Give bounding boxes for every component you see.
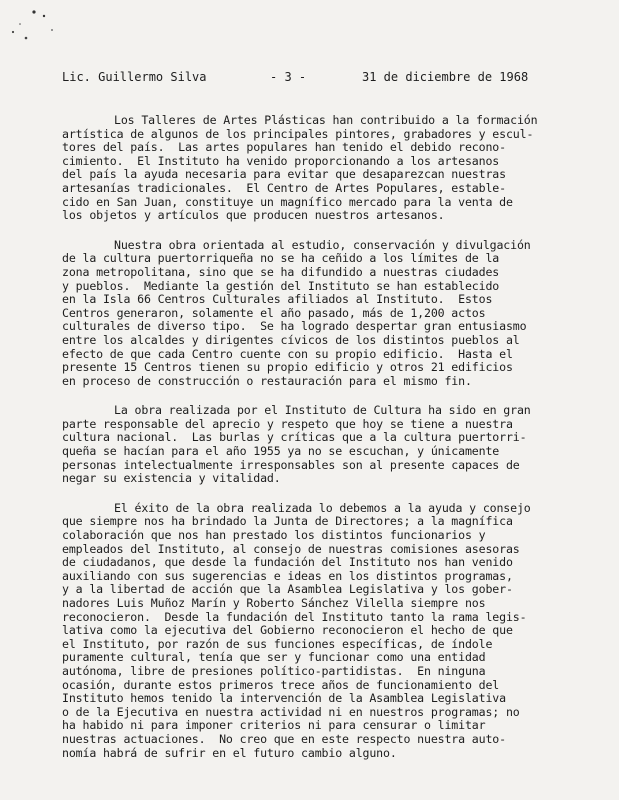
text-line: de ciudadanos, que desde la fundación del Instituto nos han venido [62, 555, 513, 570]
text-line: en proceso de construcción o restauración para el mismo fin. [62, 373, 472, 388]
text-line: y a la libertad de acción que la Asamblea Legislativa y los gober- [62, 582, 513, 597]
text-line: autónoma, libre de presiones político-partidistas. En ninguna [62, 663, 486, 678]
text-line: colaboración que nos han prestado los distintos funcionarios y [62, 528, 486, 543]
text-line: Centros generaron, solamente el año pasado, más de 1,200 actos [62, 305, 486, 320]
text-line: Instituto hemos tenido la intervención de la Asamblea Legislativa [62, 691, 506, 706]
text-line: nadores Luis Muñoz Marín y Roberto Sánchez Vilella siempre nos [62, 596, 486, 610]
text-line: cimiento. El Instituto ha venido proporcionando a los artesanos [62, 153, 500, 168]
text-line: cultura nacional. Las burlas y críticas que a la cultura puertorri- [62, 430, 527, 445]
text-line: auxiliando con sus sugerencias e ideas en los distintos programas, [62, 568, 513, 583]
text-line: nomía habrá de sufrir en el futuro cambio alguno. [62, 745, 397, 760]
text-line: en la Isla 66 Centros Culturales afiliados al Instituto. Estos [62, 292, 493, 307]
paragraph [62, 502, 554, 760]
letter-body [62, 114, 554, 776]
text-line: los objetos y artículos que producen nuestros artesanos. [62, 208, 445, 223]
text-line: el Instituto, por razón de sus funciones específicas, de índole [62, 636, 493, 651]
text-line: que siempre nos ha brindado la Junta de Directores; a la magnífica [62, 514, 513, 529]
text-line: queña se hacían para el año 1955 ya no se escuchan, y únicamente [62, 444, 500, 459]
text-line: La obra realizada por el Instituto de Cultura ha sido en gran [114, 403, 531, 418]
text-line: entre los alcaldes y dirigentes cívicos de los distintos pueblos al [62, 332, 520, 347]
scan-specks [0, 0, 619, 60]
text-line: empleados del Instituto, al consejo de nuestras comisiones asesoras [62, 541, 520, 556]
text-line: culturales de diverso tipo. Se ha logrado despertar gran entusiasmo [62, 319, 527, 334]
text-line: efecto de que cada Centro cuente con su propio edificio. Hasta el [62, 346, 513, 361]
text-line: nuestras actuaciones. No creo que en este respecto nuestra auto- [62, 731, 506, 746]
author-name: Lic. Guillermo Silva [62, 70, 207, 84]
letter-date: 31 de diciembre de 1968 [362, 70, 529, 84]
text-line: personas intelectualmente irresponsables son al presente capaces de [62, 457, 520, 472]
text-line: del país la ayuda necesaria para evitar que desaparezcan nuestras [62, 167, 506, 182]
text-line: negar su existencia y vitalidad. [62, 471, 281, 486]
paragraph [62, 404, 554, 486]
text-line: artesanías tradicionales. El Centro de Artes Populares, estable- [62, 180, 506, 195]
text-line: cido en San Juan, constituye un magnífico mercado para la venta de [62, 194, 513, 209]
text-line: lativa como la ejecutiva del Gobierno reconocieron el hecho de que [62, 623, 513, 638]
text-line: Los Talleres de Artes Plásticas han contribuido a la formación [114, 113, 538, 127]
text-line: ocasión, durante estos primeros trece años de funcionamiento del [62, 677, 500, 692]
paragraph [62, 239, 554, 389]
text-line: de la cultura puertorriqueña no se ha ceñido a los límites de la [62, 251, 500, 266]
text-line: parte responsable del aprecio y respeto que hoy se tiene a nuestra [62, 416, 513, 431]
text-line: artística de algunos de los principales pintores, grabadores y escul- [62, 126, 534, 141]
text-line: puramente cultural, tenía que ser y funcionar como una entidad [62, 650, 486, 665]
text-line: o de la Ejecutiva en nuestra actividad ni en nuestros programas; no [62, 704, 520, 719]
text-line: El éxito de la obra realizada lo debemos a la ayuda y consejo [114, 500, 531, 515]
text-line: reconocieron. Desde la fundación del Instituto tanto la rama legis- [62, 609, 527, 624]
page-number: - 3 - [270, 70, 307, 84]
text-line: presente 15 Centros tienen su propio edificio y otros 21 edificios [62, 360, 513, 375]
text-line: tores del país. Las artes populares han tenido el debido recono- [62, 140, 506, 155]
text-line: zona metropolitana, sino que se ha difundido a nuestras ciudades [62, 264, 500, 279]
paragraph [62, 114, 554, 223]
text-line: Nuestra obra orientada al estudio, conservación y divulgación [114, 237, 531, 252]
text-line: y pueblos. Mediante la gestión del Instituto se han establecido [62, 278, 500, 293]
text-line: ha habido ni para imponer criterios ni para censurar o limitar [62, 718, 486, 733]
